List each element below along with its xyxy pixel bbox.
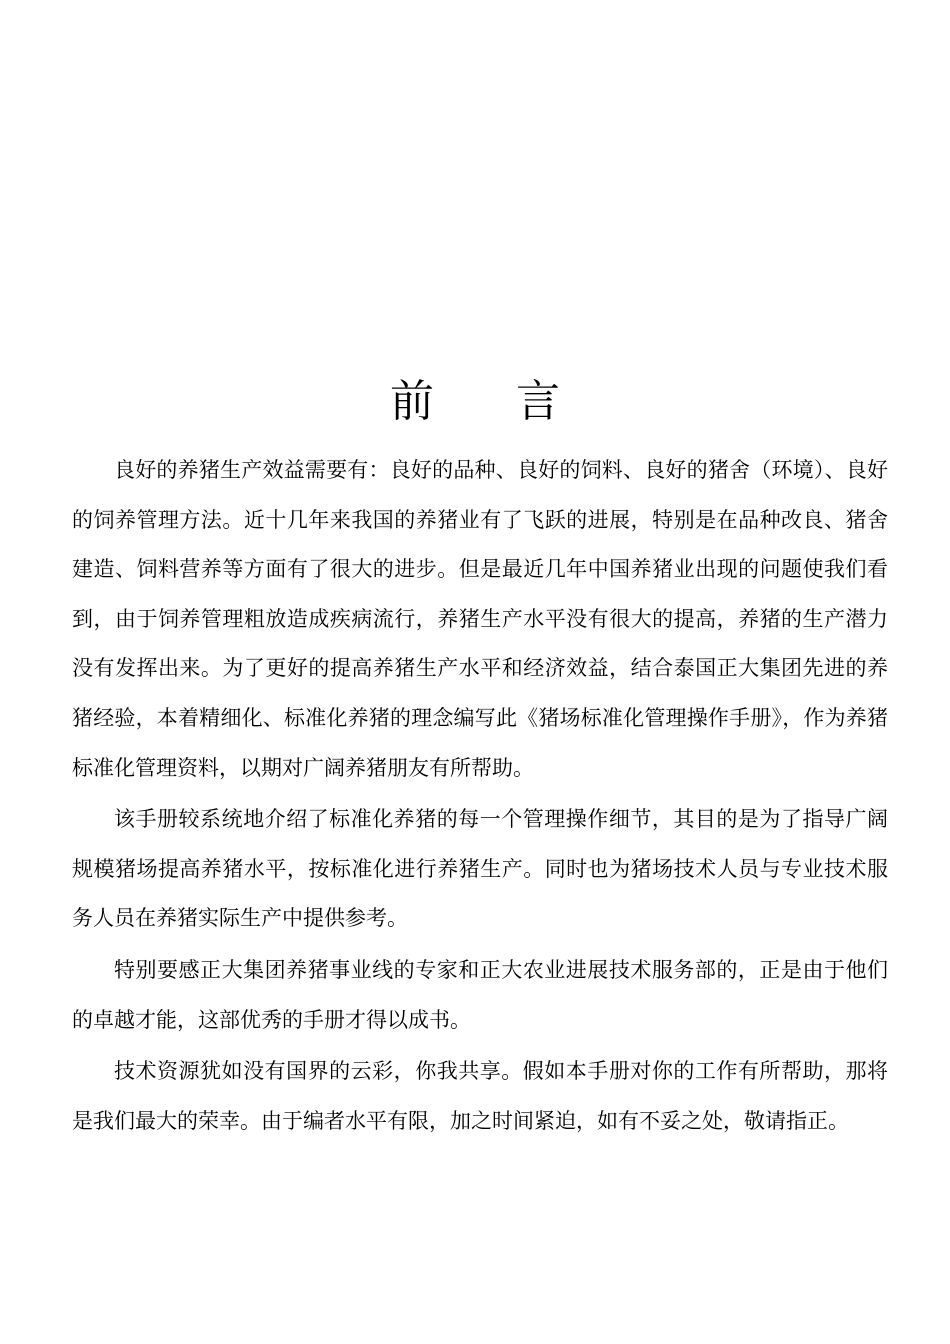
- paragraph-4: 技术资源犹如没有国界的云彩，你我共享。假如本手册对你的工作有所帮助，那将是我们最大的荣幸。由于编者水平有限，加之时间紧迫，如有不妥之处，敬请指正。: [72, 1059, 888, 1133]
- page-title: 前 言: [390, 376, 594, 427]
- preface-body: [72, 446, 888, 1146]
- paragraph-3: 特别要感正大集团养猪事业线的专家和正大农业进展技术服务部的，正是由于他们的卓越才能，这部优秀的手册才得以成书。: [72, 957, 888, 1032]
- paragraph-2: 该手册较系统地介绍了标准化养猪的每一个管理操作细节，其目的是为了指导广阔规模猪场提高养猪水平，按标准化进行养猪生产。同时也为猪场技术人员与专业技术服务人员在养猪实际生产中提供参考。: [72, 807, 888, 931]
- paragraph-1: 良好的养猪生产效益需要有：良好的品种、良好的饲料、良好的猪舍（环境）、良好的饲养管理方法。近十几年来我国的养猪业有了飞跃的进展，特别是在品种改良、猪舍建造、饲料营养等方面有了很大的进步。但是最近几年中国养猪业出现的问题使我们看到，由于饲养管理粗放造成疾病流行，养猪生产水平没有很大的提高，养猪的生产潜力没有发挥出来。为了更好的提高养猪生产水平和经济效益，结合泰国正大集团先进的养猪经验，本着精细化、标准化养猪的理念编写此《猪场标准化管理操作手册》，作为养猪标准化管理资料，以期对广阔养猪朋友有所帮助。: [72, 458, 888, 780]
